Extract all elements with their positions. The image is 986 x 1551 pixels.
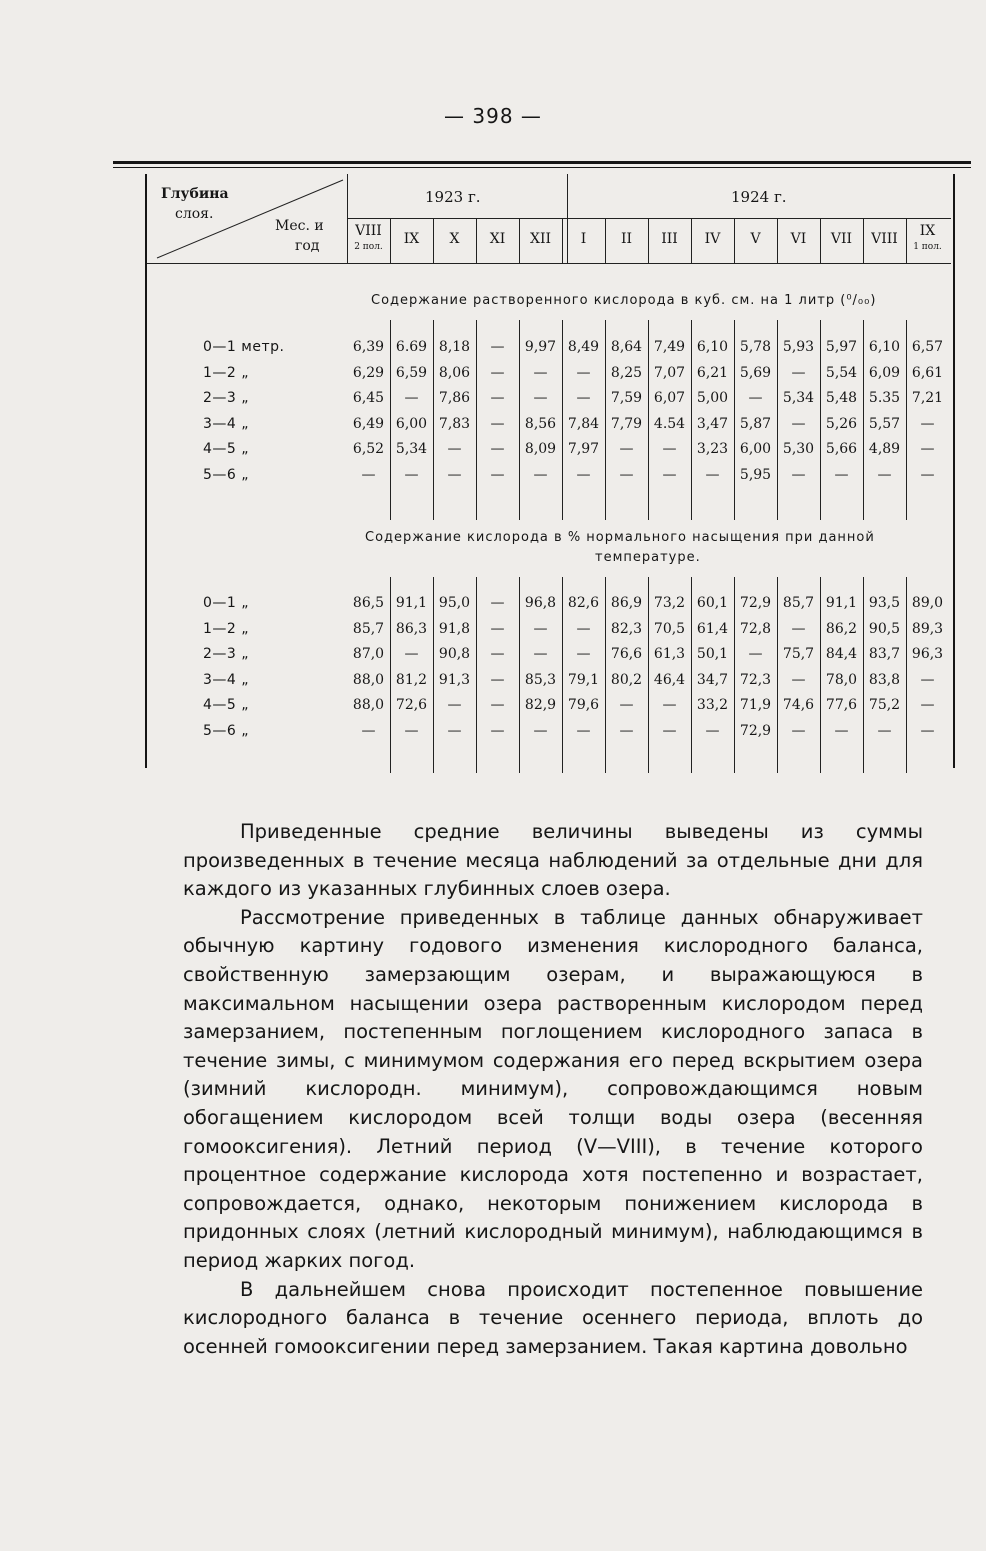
table-cell: 6,21 (696, 364, 729, 381)
row-depth-label: 4—5 „ (203, 697, 250, 714)
table-cell: — (533, 364, 548, 381)
table-cell: 7,83 (438, 415, 471, 432)
table-cell: — (791, 415, 806, 432)
table-cell: 91,8 (438, 620, 471, 637)
table-cell: 84,4 (825, 646, 858, 663)
table-cell: 73,2 (653, 595, 686, 611)
table-cell: 88,0 (352, 671, 385, 688)
table-cell: — (533, 620, 548, 637)
table-cell: — (920, 441, 935, 458)
table-cell: 83,8 (868, 671, 901, 688)
table-cell: 7,86 (438, 390, 471, 407)
table-cell: — (490, 364, 505, 381)
month-divider (648, 218, 649, 263)
header-bottom-rule (147, 263, 951, 264)
row-depth-label: 2—3 „ (203, 646, 250, 663)
table-cell: 5,78 (739, 339, 772, 355)
table-cell: 91,1 (395, 595, 428, 611)
table-cell: — (490, 441, 505, 458)
table-cell: — (576, 646, 591, 663)
table-cell: — (576, 723, 591, 739)
table-cell: 5,30 (782, 441, 815, 458)
table-cell: 6,52 (352, 441, 385, 458)
table-cell: — (404, 723, 419, 739)
month-subheader: 1 пол. (913, 242, 942, 252)
table-cell: — (705, 467, 720, 483)
table-cell: — (576, 364, 591, 381)
row-depth-label: 1—2 „ (203, 364, 250, 381)
table-cell: 86,3 (395, 620, 428, 637)
year-1924: 1924 г. (731, 188, 787, 206)
table-cell: — (361, 467, 376, 483)
table-cell: 82,6 (567, 595, 600, 611)
table-cell: 72,8 (739, 620, 772, 637)
table-cell: — (490, 671, 505, 688)
table-cell: 5,26 (825, 415, 858, 432)
table-cell: — (490, 697, 505, 714)
table-cell: — (361, 723, 376, 739)
row-depth-label: 3—4 „ (203, 671, 250, 688)
depth-header-line2: слоя. (175, 206, 214, 222)
table-cell: 72,9 (739, 595, 772, 611)
table-cell: 7,21 (911, 390, 944, 407)
table-cell: 75,7 (782, 646, 815, 663)
table-cell: 5,97 (825, 339, 858, 355)
table-cell: — (490, 620, 505, 637)
paragraph-2: Рассмотрение приведенных в таблице данных обнаруживает обычную картину годового изменения кислородного баланса, свойственную замерзающим озерам, и выражающуюся в максимальном насыщении озера растворенным кислородом перед замерзанием, постепенным поглощением кислородного запаса в течение зимы, с минимумом содержания его перед вскрытием озера (зимний кислородн. минимум), сопровождающимся новым обогащением кислородом всей толщи воды озера (весенняя гомооксигения). Летний период (V—VIII), в течение которого процентное содержание кислорода хотя постепенно и возрастает, сопровождается, однако, некоторым понижением кислорода в придонных слоях (летний кислородный минимум), наблюдающимся в период жарких погод. (183, 905, 923, 1272)
table-cell: 5,54 (825, 364, 858, 381)
paragraph-3: В дальнейшем снова происходит постепенное повышение кислородного баланса в течение осеннего периода, вплоть до осенней гомооксигении перед замерзанием. Такая картина довольно (183, 1277, 923, 1358)
depth-header-line1: Глубина (161, 186, 229, 202)
table-cell: 71,9 (739, 697, 772, 714)
year-1923: 1923 г. (425, 188, 481, 206)
table-cell: 5,00 (696, 390, 729, 407)
month-divider (906, 218, 907, 263)
table-cell: 3,23 (696, 441, 729, 458)
table-cell: — (748, 646, 763, 663)
table-cell: — (791, 620, 806, 637)
paragraph-1: Приведенные средние величины выведены из суммы произведенных в течение месяца наблюдений за отдельные дни для каждого из указанных глубинных слоев озера. (183, 820, 923, 901)
table-cell: 6,29 (352, 364, 385, 381)
table-cell: — (920, 671, 935, 688)
table-cell: 5,93 (782, 339, 815, 355)
section1-title: Содержание растворенного кислорода в куб. см. на 1 литр (⁰/₀₀) (371, 293, 877, 308)
table-cell: — (662, 723, 677, 739)
row-depth-label: 0—1 метр. (203, 339, 285, 355)
table-cell: 91,3 (438, 671, 471, 688)
table-cell: 6,39 (352, 339, 385, 355)
month-subheader: 2 пол. (354, 242, 383, 252)
table-cell: — (576, 467, 591, 483)
table-cell: — (877, 723, 892, 739)
table-cell: — (834, 723, 849, 739)
table-cell: 8,56 (524, 415, 557, 432)
table-cell: — (920, 415, 935, 432)
month-header: X (449, 231, 460, 247)
row-depth-label: 0—1 „ (203, 595, 250, 611)
table-cell: — (791, 467, 806, 483)
table-cell: — (920, 697, 935, 714)
table-cell: 85,7 (782, 595, 815, 611)
table-cell: — (490, 467, 505, 483)
table-cell: — (490, 339, 505, 355)
table-cell: 79,6 (567, 697, 600, 714)
table-cell: 72,3 (739, 671, 772, 688)
table-cell: 6,00 (739, 441, 772, 458)
table-cell: 6,10 (868, 339, 901, 355)
month-header: VI (790, 231, 807, 247)
table-cell: 89,3 (911, 620, 944, 637)
month-header: IX (403, 231, 420, 247)
row-depth-label: 3—4 „ (203, 415, 250, 432)
table-cell: — (576, 390, 591, 407)
row-depth-label: 5—6 „ (203, 723, 250, 739)
table-cell: — (662, 697, 677, 714)
table-cell: 96,3 (911, 646, 944, 663)
table-cell: — (834, 467, 849, 483)
table-cell: 8,25 (610, 364, 643, 381)
month-header: IV (704, 231, 721, 247)
month-header: III (661, 231, 678, 247)
table-cell: — (619, 723, 634, 739)
table-cell: — (533, 467, 548, 483)
month-divider (519, 218, 520, 263)
month-divider (605, 218, 606, 263)
table-cell: 89,0 (911, 595, 944, 611)
month-divider (777, 218, 778, 263)
table-cell: — (490, 646, 505, 663)
table-cell: 5,48 (825, 390, 858, 407)
table-cell: — (490, 390, 505, 407)
row-depth-label: 4—5 „ (203, 441, 250, 458)
month-divider (820, 218, 821, 263)
table-cell: 5,34 (395, 441, 428, 458)
table-cell: 5,66 (825, 441, 858, 458)
table-cell: 74,6 (782, 697, 815, 714)
row-depth-label: 5—6 „ (203, 467, 250, 483)
table-cell: 72,6 (395, 697, 428, 714)
table-cell: 80,2 (610, 671, 643, 688)
month-header-line1: Мес. и (275, 218, 324, 234)
table-cell: 83,7 (868, 646, 901, 663)
table-cell: 86,9 (610, 595, 643, 611)
table-cell: 7,79 (610, 415, 643, 432)
table-cell: 5,57 (868, 415, 901, 432)
table-cell: — (447, 723, 462, 739)
table-cell: 86,2 (825, 620, 858, 637)
month-divider (863, 218, 864, 263)
table-cell: 91,1 (825, 595, 858, 611)
table-cell: 85,3 (524, 671, 557, 688)
table-cell: — (404, 390, 419, 407)
table-cell: 6,57 (911, 339, 944, 355)
table-cell: 7,84 (567, 415, 600, 432)
month-divider (433, 218, 434, 263)
page-number: — 398 — (444, 104, 542, 128)
month-divider (691, 218, 692, 263)
table-cell: 8,49 (567, 339, 600, 355)
top-rule-thin (113, 167, 971, 168)
table-cell: — (791, 723, 806, 739)
data-table (145, 174, 955, 768)
table-cell: 60,1 (696, 595, 729, 611)
table-cell: 46,4 (653, 671, 686, 688)
table-cell: — (791, 364, 806, 381)
table-cell: 7,97 (567, 441, 600, 458)
table-cell: 61,4 (696, 620, 729, 637)
table-cell: — (662, 467, 677, 483)
table-cell: — (662, 441, 677, 458)
table-cell: 79,1 (567, 671, 600, 688)
table-cell: 77,6 (825, 697, 858, 714)
table-cell: 8,18 (438, 339, 471, 355)
table-cell: 96,8 (524, 595, 557, 611)
table-cell: 5,95 (739, 467, 772, 483)
table-cell: 3,47 (696, 415, 729, 432)
table-cell: 6,00 (395, 415, 428, 432)
table-cell: 6,07 (653, 390, 686, 407)
table-cell: 85,7 (352, 620, 385, 637)
table-cell: 5,87 (739, 415, 772, 432)
table-cell: 4.54 (653, 415, 686, 432)
table-cell: — (619, 697, 634, 714)
table-cell: — (920, 467, 935, 483)
month-header: VIII (871, 231, 898, 247)
table-cell: 82,9 (524, 697, 557, 714)
table-cell: — (619, 467, 634, 483)
table-cell: 6,09 (868, 364, 901, 381)
table-cell: 5,34 (782, 390, 815, 407)
table-cell: 7,07 (653, 364, 686, 381)
table-cell: 75,2 (868, 697, 901, 714)
table-cell: — (533, 390, 548, 407)
table-cell: — (490, 595, 505, 611)
table-cell: 6,10 (696, 339, 729, 355)
month-divider (390, 218, 391, 263)
table-cell: — (490, 723, 505, 739)
month-header: XII (529, 231, 552, 247)
table-cell: — (404, 467, 419, 483)
table-cell: 7,59 (610, 390, 643, 407)
month-divider (734, 218, 735, 263)
table-cell: 8,64 (610, 339, 643, 355)
table-cell: 9,97 (524, 339, 557, 355)
table-cell: 61,3 (653, 646, 686, 663)
month-header: VIII (355, 223, 382, 239)
table-cell: — (447, 467, 462, 483)
table-cell: — (877, 467, 892, 483)
table-cell: 4,89 (868, 441, 901, 458)
table-cell: 78,0 (825, 671, 858, 688)
table-cell: 5.35 (868, 390, 901, 407)
year-divider (567, 174, 568, 264)
table-cell: — (791, 671, 806, 688)
table-cell: 93,5 (868, 595, 901, 611)
table-cell: 76,6 (610, 646, 643, 663)
top-rule-thick (113, 161, 971, 164)
table-cell: — (533, 646, 548, 663)
table-cell: 88,0 (352, 697, 385, 714)
table-cell: 5,69 (739, 364, 772, 381)
body-text (183, 818, 923, 1361)
table-cell: — (447, 697, 462, 714)
row-depth-label: 1—2 „ (203, 620, 250, 637)
table-cell: 81,2 (395, 671, 428, 688)
table-cell: — (705, 723, 720, 739)
table-cell: 6,61 (911, 364, 944, 381)
year-underline (347, 218, 951, 219)
table-cell: 86,5 (352, 595, 385, 611)
section2-title-line1: Содержание кислорода в % нормального насыщения при данной (365, 530, 875, 545)
section2-title-line2: температуре. (595, 550, 701, 565)
table-cell: 72,9 (739, 723, 772, 739)
table-cell: — (490, 415, 505, 432)
table-cell: 33,2 (696, 697, 729, 714)
month-header: XI (489, 231, 506, 247)
table-cell: 70,5 (653, 620, 686, 637)
table-cell: — (920, 723, 935, 739)
month-header: IX (919, 223, 936, 239)
table-cell: 6,59 (395, 364, 428, 381)
table-cell: 6.69 (395, 339, 428, 355)
table-cell: 90,8 (438, 646, 471, 663)
table-cell: 90,5 (868, 620, 901, 637)
month-header: V (750, 231, 761, 247)
row-depth-label: 2—3 „ (203, 390, 250, 407)
month-divider (562, 218, 563, 263)
table-cell: 95,0 (438, 595, 471, 611)
table-cell: 7,49 (653, 339, 686, 355)
table-cell: 50,1 (696, 646, 729, 663)
table-cell: — (447, 441, 462, 458)
table-cell: — (619, 441, 634, 458)
table-cell: — (533, 723, 548, 739)
table-cell: 8,09 (524, 441, 557, 458)
table-cell: 87,0 (352, 646, 385, 663)
table-cell: 34,7 (696, 671, 729, 688)
month-divider (476, 218, 477, 263)
table-cell: — (748, 390, 763, 407)
month-header-line2: год (295, 238, 320, 254)
month-header: I (580, 231, 587, 247)
table-cell: 6,49 (352, 415, 385, 432)
month-header: VII (830, 231, 853, 247)
table-cell: — (404, 646, 419, 663)
table-cell: 8,06 (438, 364, 471, 381)
month-header: II (620, 231, 633, 247)
table-cell: 82,3 (610, 620, 643, 637)
table-cell: — (576, 620, 591, 637)
table-cell: 6,45 (352, 390, 385, 407)
